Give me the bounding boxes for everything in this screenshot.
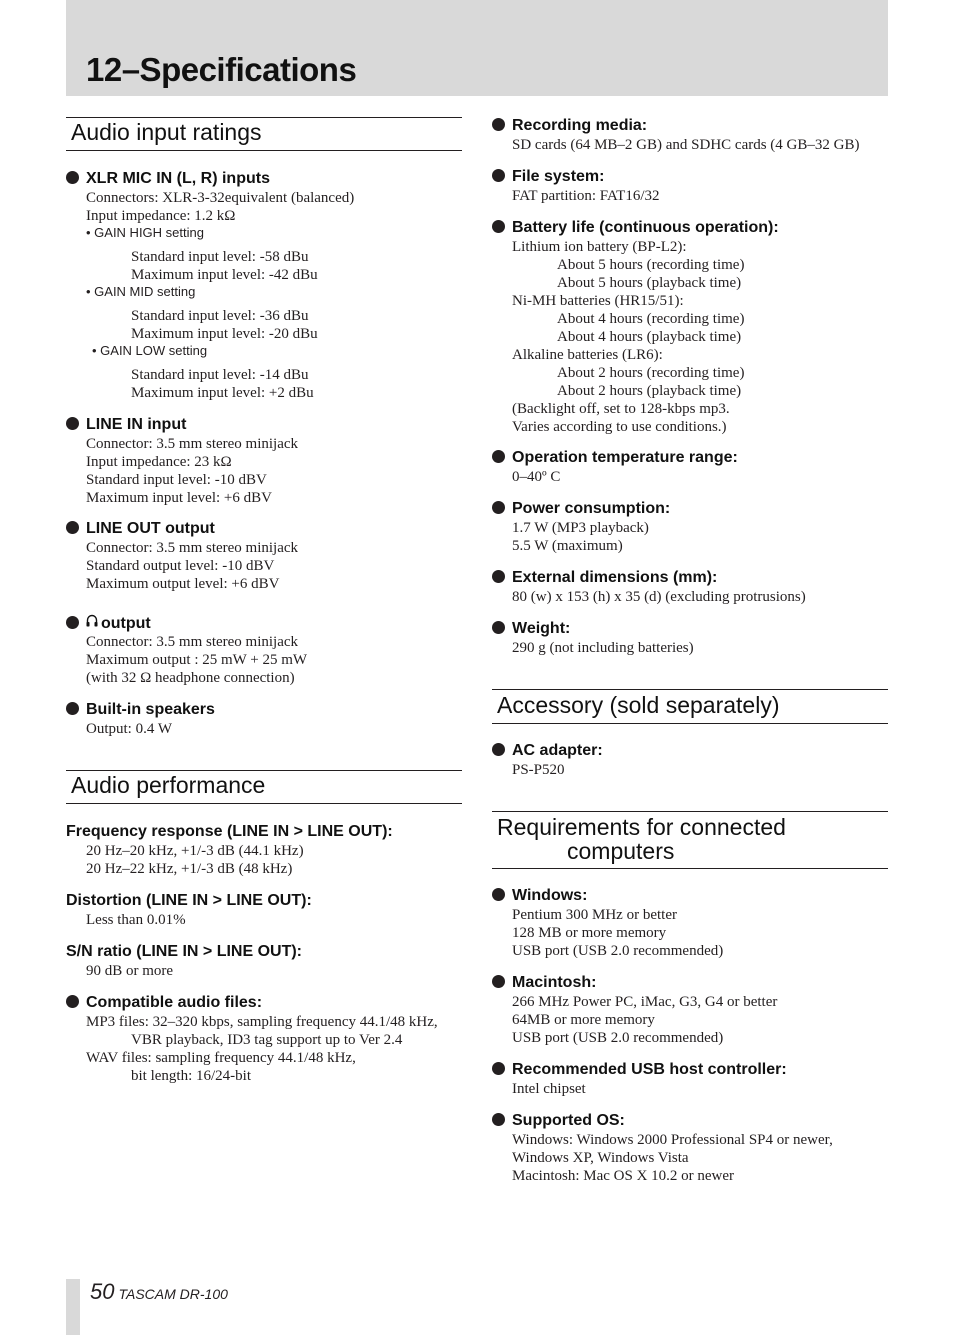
spec-distortion [66,891,462,929]
spec-title-text: Recommended USB host controller: [512,1061,787,1078]
spec-line: 128 MB or more memory [512,925,667,941]
spec-line: Maximum input level: +6 dBV [86,490,272,506]
spec-title: Distortion (LINE IN > LINE OUT): [66,892,312,909]
bullet-icon [492,118,505,131]
spec-title [492,116,888,136]
spec-line: bit length: 16/24-bit [131,1068,251,1084]
spec-title-text: Operation temperature range: [512,449,738,466]
spec-title-text: XLR MIC IN (L, R) inputs [86,170,270,187]
bullet-icon [492,621,505,634]
bullet-icon [492,975,505,988]
spec-title-text: LINE IN input [86,416,187,433]
spec-line: Input impedance: 1.2 kΩ [86,208,236,224]
headphone-icon [86,613,98,633]
spec-line: Intel chipset [512,1081,586,1097]
spec-title [492,448,888,468]
spec-line: 1.7 W (MP3 playback) [512,520,649,536]
spec-title [66,993,462,1013]
spec-lines [492,993,888,1047]
bullet-icon [492,1113,505,1126]
spec-xlr-mic-in [66,169,462,402]
spec-line: 20 Hz–20 kHz, +1/-3 dB (44.1 kHz) [86,843,304,859]
spec-compatible-audio-files [66,993,462,1085]
spec-line: WAV files: sampling frequency 44.1/48 kHz, [86,1050,356,1066]
spec-line: 90 dB or more [86,963,174,979]
spec-lines [492,519,888,555]
spec-line: Output: 0.4 W [86,721,172,737]
spec-line: About 5 hours (playback time) [557,275,742,291]
spec-line: Standard input level: -58 dBu [131,249,309,265]
spec-line: Macintosh: Mac OS X 10.2 or newer [512,1168,735,1184]
spec-lines [66,633,462,687]
spec-lines [492,1080,888,1098]
spec-line: Maximum input level: -20 dBu [131,326,318,342]
spec-title [492,973,888,993]
bullet-icon [66,521,79,534]
spec-lines [492,187,888,205]
spec-line: Windows: Windows 2000 Professional SP4 or newer, [512,1132,833,1148]
spec-title-text: Weight: [512,620,571,637]
spec-title-text: Power consumption: [512,500,671,517]
spec-line-in [66,415,462,507]
spec-headphone-output [66,613,462,687]
spec-title-text: AC adapter: [512,742,603,759]
spec-line: Maximum output : 25 mW + 25 mW [86,652,308,668]
spec-title-text: Supported OS: [512,1112,625,1129]
spec-lines [66,842,462,878]
spec-title [492,568,888,588]
spec-title-text: External dimensions (mm): [512,569,718,586]
spec-line: About 4 hours (playback time) [557,329,742,345]
spec-title [492,619,888,639]
spec-line: Standard input level: -14 dBu [131,367,309,383]
spec-title-text: LINE OUT output [86,520,215,537]
spec-built-in-speakers [66,700,462,738]
section-heading-audio-input [66,117,462,151]
spec-line: Lithium ion battery (BP-L2): [512,239,687,255]
spec-line: Alkaline batteries (LR6): [512,347,663,363]
section-heading-text: Requirements for connected [497,814,786,840]
spec-title-text: Built-in speakers [86,701,215,718]
bullet-icon [492,169,505,182]
spec-line: Connector: 3.5 mm stereo minijack [86,540,299,556]
spec-title [492,218,888,238]
spec-lines [66,720,462,738]
spec-lines [492,1131,888,1185]
spec-line: PS-P520 [512,762,565,778]
spec-line: Varies according to use conditions.) [512,419,727,435]
spec-title-text: Recording media: [512,117,648,134]
spec-lines [66,962,462,980]
spec-title [66,700,462,720]
section-heading-text: Audio input ratings [71,119,262,145]
spec-line: Input impedance: 23 kΩ [86,454,232,470]
spec-line: (Backlight off, set to 128-kbps mp3. [512,401,730,417]
spec-title-text: Windows: [512,887,588,904]
spec-line: Maximum input level: +2 dBu [131,385,314,401]
spec-lines [492,468,888,486]
spec-battery-life [492,218,888,436]
bullet-icon [492,888,505,901]
spec-title [492,741,888,761]
bullet-icon [492,570,505,583]
spec-title [492,499,888,519]
spec-line: Connectors: XLR-3-32equivalent (balanced) [86,190,355,206]
spec-line: About 4 hours (recording time) [557,311,745,327]
spec-ac-adapter [492,741,888,779]
bullet-icon [492,743,505,756]
spec-line: 290 g (not including batteries) [512,640,694,656]
spec-line: MP3 files: 32–320 kbps, sampling frequency 44.1/48 kHz, [86,1014,438,1030]
spec-line: 0–40º C [512,469,561,485]
spec-recording-media [492,116,888,154]
spec-line: 80 (w) x 153 (h) x 35 (d) (excluding protrusions) [512,589,806,605]
spec-title-text: Battery life (continuous operation): [512,219,779,236]
spec-line: VBR playback, ID3 tag support up to Ver 2.4 [131,1032,403,1048]
spec-line: About 2 hours (recording time) [557,365,745,381]
spec-lines [66,1013,462,1085]
spec-lines [66,435,462,507]
section-heading-text: Audio performance [71,772,266,798]
footer-bar [66,1279,80,1335]
spec-lines [492,761,888,779]
spec-title: Frequency response (LINE IN > LINE OUT): [66,823,393,840]
spec-title-text: Macintosh: [512,974,597,991]
page-title: 12–Specifications [86,51,357,88]
spec-title [492,1111,888,1131]
spec-title [66,519,462,539]
spec-line: Less than 0.01% [86,912,186,928]
spec-title: S/N ratio (LINE IN > LINE OUT): [66,943,303,960]
gain-setting-label: • GAIN HIGH setting [86,225,204,240]
spec-supported-os [492,1111,888,1185]
spec-lines [66,911,462,929]
spec-lines [492,588,888,606]
gain-setting-label: • GAIN LOW setting [92,343,208,358]
bullet-icon [66,616,79,629]
gain-setting-label: • GAIN MID setting [86,284,196,299]
spec-lines [66,189,462,402]
section-heading-text: Accessory (sold separately) [497,692,780,718]
spec-line: 20 Hz–22 kHz, +1/-3 dB (48 kHz) [86,861,293,877]
spec-line: (with 32 Ω headphone connection) [86,670,295,686]
spec-operation-temperature [492,448,888,486]
spec-line: FAT partition: FAT16/32 [512,188,660,204]
bullet-icon [492,1062,505,1075]
spec-line: USB port (USB 2.0 recommended) [512,1030,724,1046]
bullet-icon [492,501,505,514]
spec-weight [492,619,888,657]
spec-line: Connector: 3.5 mm stereo minijack [86,436,299,452]
spec-line: Maximum input level: -42 dBu [131,267,318,283]
spec-external-dimensions [492,568,888,606]
spec-lines [492,639,888,657]
bullet-icon [66,995,79,1008]
header-band [66,0,888,96]
spec-title [492,886,888,906]
spec-title [492,1060,888,1080]
spec-line: 5.5 W (maximum) [512,538,623,554]
spec-line: About 5 hours (recording time) [557,257,745,273]
section-heading-requirements [492,811,888,869]
page-number: 50 [90,1279,115,1304]
spec-lines [492,136,888,154]
spec-line: Connector: 3.5 mm stereo minijack [86,634,299,650]
spec-windows [492,886,888,960]
spec-line-out [66,519,462,593]
spec-title [66,169,462,189]
spec-lines [492,238,888,436]
spec-lines [66,539,462,593]
spec-line: 266 MHz Power PC, iMac, G3, G4 or better [512,994,778,1010]
bullet-icon [66,417,79,430]
spec-lines [492,906,888,960]
spec-line: SD cards (64 MB–2 GB) and SDHC cards (4 GB–32 GB) [512,137,860,153]
spec-file-system [492,167,888,205]
section-heading-accessory [492,689,888,724]
spec-line: Pentium 300 MHz or better [512,907,677,923]
spec-line: Standard input level: -36 dBu [131,308,309,324]
spec-frequency-response [66,822,462,878]
spec-line: Ni-MH batteries (HR15/51): [512,293,684,309]
spec-line: About 2 hours (playback time) [557,383,742,399]
bullet-icon [66,702,79,715]
spec-line: 64MB or more memory [512,1012,655,1028]
footer-brand: TASCAM DR-100 [118,1286,228,1302]
spec-macintosh [492,973,888,1047]
spec-power-consumption [492,499,888,555]
bullet-icon [492,220,505,233]
spec-title [66,613,462,633]
spec-title [492,167,888,187]
spec-line: Standard output level: -10 dBV [86,558,275,574]
spec-title-text: output [101,615,151,632]
bullet-icon [492,450,505,463]
spec-line: Maximum output level: +6 dBV [86,576,280,592]
spec-line: USB port (USB 2.0 recommended) [512,943,724,959]
spec-title-text: Compatible audio files: [86,994,263,1011]
section-heading-text: computers [567,838,675,864]
spec-line: Standard input level: -10 dBV [86,472,267,488]
spec-title-text: File system: [512,168,605,185]
bullet-icon [66,171,79,184]
spec-title [66,415,462,435]
spec-line: Windows XP, Windows Vista [512,1150,689,1166]
footer [90,1279,228,1305]
section-heading-audio-performance [66,770,462,804]
spec-sn-ratio [66,942,462,980]
spec-usb-host-controller [492,1060,888,1098]
